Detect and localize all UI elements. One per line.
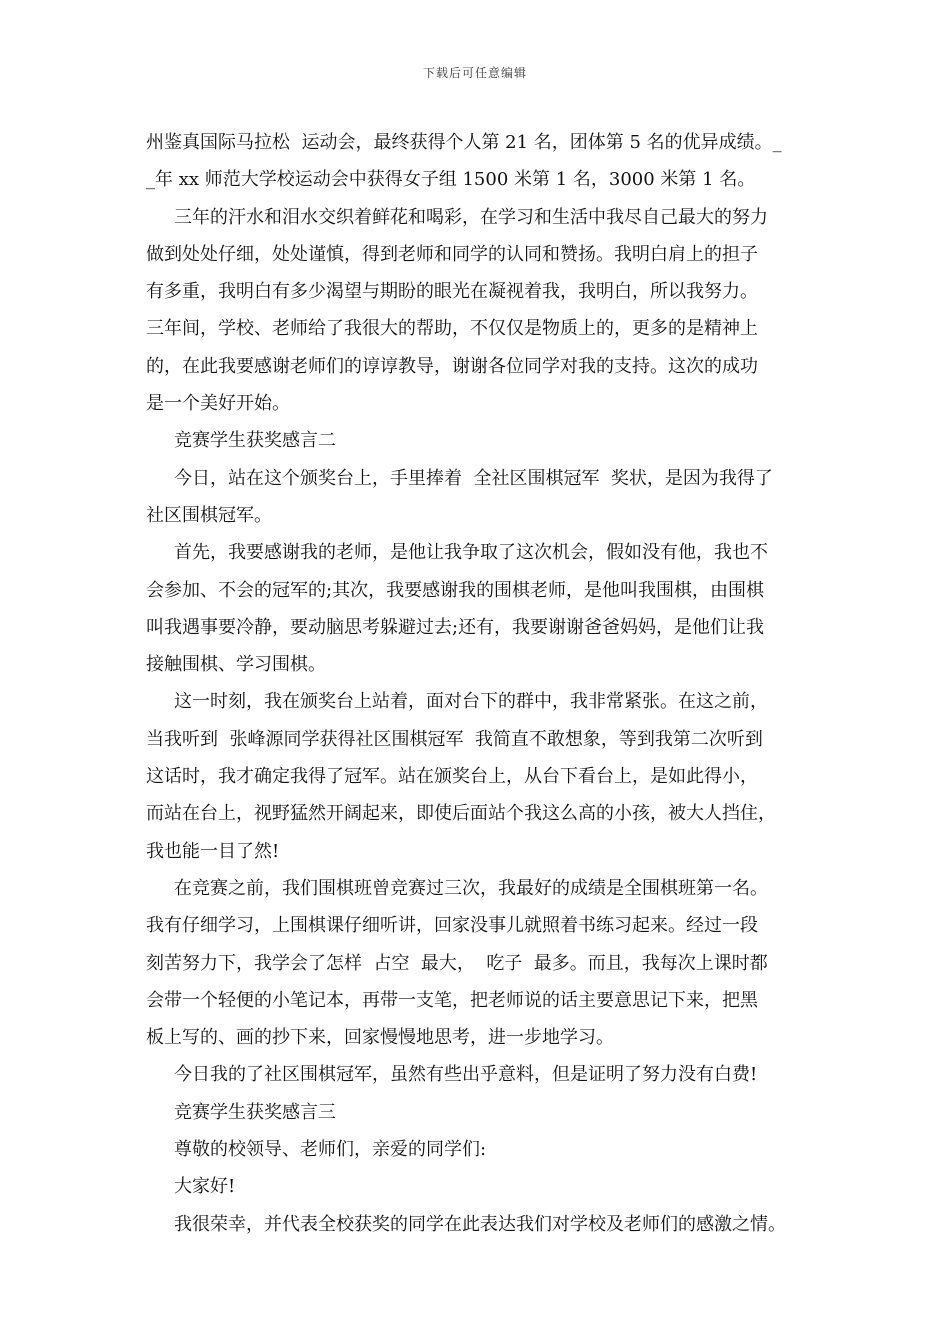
text-line: 刻苦努力下，我学会了怎样 占空 最大， 吃子 最多。而且，我每次上课时都: [146, 952, 768, 974]
text-line: 做到处处仔细，处处谨慎，得到老师和同学的认同和赞扬。我明白肩上的担子: [146, 243, 758, 265]
text-line: 会参加、不会的冠军的;其次，我要感谢我的围棋老师，是他叫我围棋，由围棋: [146, 579, 765, 601]
text-line: 而站在台上，视野猛然开阔起来，即使后面站个我这么高的小孩，被大人挡住，: [146, 803, 776, 825]
text-line: 我有仔细学习，上围棋课仔细听讲，回家没事儿就照着书练习起来。经过一段: [146, 915, 758, 937]
text-line: 有多重，我明白有多少渴望与期盼的眼光在凝视着我，我明白，所以我努力。: [146, 281, 758, 303]
paragraph-start: 在竞赛之前，我们围棋班曾竞赛过三次，我最好的成绩是全围棋班第一名。: [174, 877, 768, 899]
section-heading: 竞赛学生获奖感言二: [174, 430, 336, 452]
text-line: 板上写的、画的抄下来，回家慢慢地思考，进一步地学习。: [146, 1027, 614, 1049]
text-line: 这话时，我才确定我得了冠军。站在颁奖台上，从台下看台上，是如此得小，: [146, 766, 758, 788]
text-line: 州鉴真国际马拉松 运动会，最终获得个人第 21 名，团体第 5 名的优异成绩。_: [146, 132, 782, 153]
text-line: 的，在此我要感谢老师们的谆谆教导，谢谢各位同学对我的支持。这次的成功: [146, 355, 758, 377]
text-line: 三年间，学校、老师给了我很大的帮助，不仅仅是物质上的，更多的是精神上: [146, 318, 758, 340]
paragraph-start: 三年的汗水和泪水交织着鲜花和喝彩，在学习和生活中我尽自己最大的努力: [174, 206, 768, 228]
text-line: 叫我遇事要冷静，要动脑思考躲避过去;还有，我要谢谢爸爸妈妈，是他们让我: [146, 616, 765, 638]
paragraph-start: 首先，我要感谢我的老师，是他让我争取了这次机会，假如没有他，我也不: [174, 542, 768, 564]
paragraph-start: 我很荣幸，并代表全校获奖的同学在此表达我们对学校及老师们的感激之情。: [174, 1213, 786, 1235]
page-header: 下载后可任意编辑: [422, 66, 527, 80]
section-heading: 竞赛学生获奖感言三: [174, 1101, 336, 1123]
salutation: 尊敬的校领导、老师们，亲爱的同学们:: [174, 1139, 487, 1161]
text-line: 是一个美好开始。: [146, 393, 290, 415]
paragraph-start: 这一时刻，我在颁奖台上站着，面对台下的群中，我非常紧张。在这之前，: [174, 691, 768, 713]
text-line: 会带一个轻便的小笔记本，再带一支笔，把老师说的话主要意思记下来，把黑: [146, 989, 758, 1011]
text-line: _年 xx 师范大学校运动会中获得女子组 1500 米第 1 名，3000 米第 1 名。: [146, 169, 756, 191]
document-body: [146, 124, 816, 1243]
greeting: 大家好!: [174, 1176, 236, 1198]
text-line: 社区围棋冠军。: [146, 504, 272, 526]
text-line: 当我听到 张峰源同学获得社区围棋冠军 我简直不敢想象，等到我第二次听到: [146, 728, 763, 750]
paragraph-start: 今日，站在这个颁奖台上，手里捧着 全社区围棋冠军 奖状，是因为我得了: [174, 467, 773, 489]
text-line: 接触围棋、学习围棋。: [146, 654, 326, 676]
paragraph-start: 今日我的了社区围棋冠军，虽然有些出乎意料，但是证明了努力没有白费!: [174, 1064, 758, 1086]
text-line: 我也能一目了然!: [146, 840, 280, 862]
